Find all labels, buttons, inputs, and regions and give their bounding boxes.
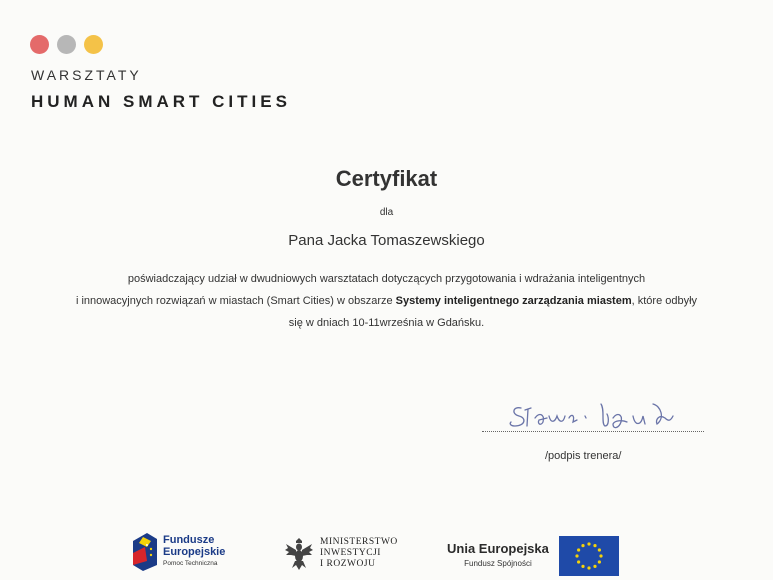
certificate-body: [20, 268, 753, 334]
brand-dot-red: [30, 35, 49, 54]
eu-star-icon: [581, 544, 584, 547]
signature-label: /podpis trenera/: [545, 450, 622, 462]
body-line-2: [20, 290, 753, 312]
body-line-2-post: , które odbyły: [631, 295, 698, 307]
ue-line2: Fundusz Spójności: [464, 559, 532, 568]
fe-line1: Fundusze: [163, 534, 215, 546]
eu-star-icon: [598, 560, 601, 563]
fe-line2: Europejskie: [163, 546, 226, 558]
eu-star-icon: [587, 566, 590, 569]
ministry-line1: MINISTERSTWO: [320, 536, 398, 547]
logo-unia-europejska: [447, 536, 619, 576]
certificate-title: Certyfikat: [335, 166, 438, 191]
brand-dot-gray: [57, 35, 76, 54]
eu-star-icon: [599, 554, 602, 557]
ministry-line3: I ROZWOJU: [320, 558, 376, 569]
workshop-topic: Systemy inteligentnego zarządzania miastem: [395, 295, 632, 307]
body-line-2-pre: i innowacyjnych rozwiązań w miastach (Smart Cities) w obszarze: [75, 295, 396, 307]
ue-line1: Unia Europejska: [447, 541, 549, 556]
eu-flag-icon: [559, 536, 619, 576]
recipient-name: Pana Jacka Tomaszewskiego: [288, 232, 485, 249]
ue-text: [447, 541, 549, 571]
trainer-signature-icon: [505, 396, 685, 436]
ministry-line2: INWESTYCJI: [320, 547, 381, 558]
signature-line: [482, 431, 704, 432]
brand-subtitle: WARSZTATY: [31, 67, 142, 83]
brand-title: HUMAN SMART CITIES: [31, 92, 291, 111]
fundusze-europejskie-logo-icon: [133, 533, 157, 571]
eu-star-icon: [575, 554, 578, 557]
eu-star-icon: [577, 548, 580, 551]
fe-line3: Pomoc Techniczna: [163, 560, 218, 567]
polish-eagle-icon: [284, 534, 314, 572]
brand-dot-yellow: [84, 35, 103, 54]
eu-star-icon: [593, 565, 596, 568]
eu-star-icon: [577, 560, 580, 563]
certificate-for-label: dla: [379, 207, 394, 218]
eu-star-icon: [598, 548, 601, 551]
body-line-3: się w dniach 10-11września w Gdańsku.: [288, 317, 485, 329]
ministry-text: [320, 537, 398, 570]
eu-star-icon: [593, 544, 596, 547]
logo-ministry: [284, 534, 398, 572]
body-line-1: poświadczający udział w dwudniowych warsztatach dotyczących przygotowania i wdrażania inteligentnych: [127, 273, 646, 285]
eu-star-icon: [587, 542, 590, 545]
brand-dots: [30, 35, 103, 54]
logo-fundusze-europejskie: [133, 533, 225, 571]
eu-star-icon: [581, 565, 584, 568]
fe-text: [163, 534, 225, 570]
